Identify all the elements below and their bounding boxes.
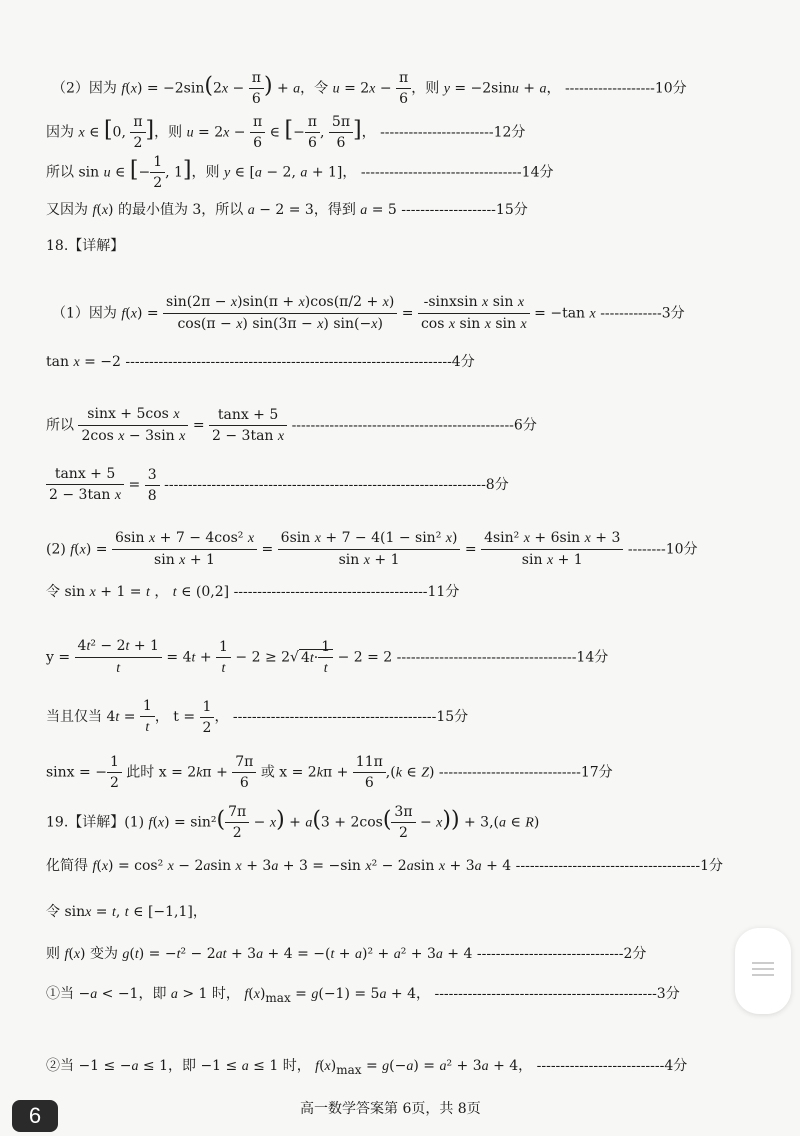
line-18-y: y = $\frac{\text{4t² − 2t + 1}}{t}$ = 4t + $\frac{1}{t}$ − 2 ≥ 2√ 4t· $\frac{1}{t}$ − 2 = 2 --------------------------------------14分 — [46, 638, 609, 676]
q18-heading: 18.【详解】 — [46, 238, 125, 254]
line-18-1: （1）因为 f(x) = $\frac{\sin(2\pi - x)\sin(\pi + x)\cos(\pi/2 + x)}{\cos(\pi - x) \sin(3\pi - x) \sin(-x)}$ = $\frac{\text{-sinxsin x sin x}}{\text{cos x sin x sin x}}$ = −tan x -------------3分 — [52, 294, 685, 332]
line-18-sub: 令 sin x + 1 = t ， t ∈ (0,2] -----------------------------------------11分 — [46, 584, 460, 600]
scroll-handle[interactable] — [735, 928, 791, 1014]
line-17-2-range: 所以 sin u ∈ [− $\frac{1}{2}$ , 1]，则 y ∈ [a − 2, a + 1]， ----------------------------------14分 — [46, 154, 554, 191]
line-19-simplify: 化简得 f(x) = cos² x − 2asin x + 3a + 3 = −sin x² − 2asin x + 3a + 4 ---------------------------------------1分 — [46, 858, 724, 874]
line-17-2-result: 又因为 f(x) 的最小值为 3，所以 a − 2 = 3，得到 a = 5 --------------------15分 — [46, 202, 528, 218]
line-18-2-f: (2) f(x) = $\frac{\text{6sin x + 7 − 4cos² x}}{\text{sin x + 1}}$ = $\frac{\text{6sin x + 7 − 4(1 − sin² x)}}{\text{sin x + 1}}$ = $\frac{\text{4sin² x + 6sin x + 3}}{\text{sin x + 1}}$ --------10分 — [46, 530, 698, 568]
page-number-badge[interactable]: 6 — [12, 1100, 58, 1132]
line-18-value: $\frac{\tan x + 5}{\text{2 − 3tan x}}$ = $\frac{3}{8}$ --------------------------------------------------------------------8分 — [46, 464, 509, 506]
line-18-tan: tan x = −2 ---------------------------------------------------------------------4分 — [46, 354, 475, 370]
page-footer: 高一数学答案第 6页，共 8页 — [300, 1101, 481, 1117]
line-19-case2: ②当 −1 ≤ −a ≤ 1，即 −1 ≤ a ≤ 1 时， $f(x)_{max} = g(-a) = a^2 + 3a + 4$， ---------------------------4分 — [46, 1058, 688, 1077]
line-17-2-intro: （2）因为 f(x) = −2sin(2x − $\frac{\pi}{6}$ ) + a，令 u = 2x − $\frac{\pi}{6}$ ，则 y = −2sinu + a， -------------------10分 — [52, 70, 687, 107]
line-19-g: 则 f(x) 变为 g(t) = −t² − 2at + 3a + 4 = −(t + a)² + a² + 3a + 4 -------------------------------2分 — [46, 946, 647, 962]
line-18-eq: 当且仅当 4t = $\frac{1}{t}$ ， t = $\frac{1}{2}$ ， -------------------------------------------15分 — [46, 698, 469, 736]
line-19-case1: ①当 −a < −1，即 a > 1 时， $f(x)_{max} = g(-1) = 5a + 4$， -----------------------------------------------3分 — [46, 986, 680, 1005]
line-19-1: 19.【详解】(1) f(x) = sin²( $\frac{7\pi}{2}$ − x) + a(3 + 2cos( $\frac{3\pi}{2}$ − x)) + 3,(a ∈ R) — [46, 804, 540, 841]
line-17-2-domain: 因为 x ∈ [0, $\frac{\pi}{2}$ ]，则 u = 2x − $\frac{\pi}{6}$ ∈ [− $\frac{\pi}{6}$ , $\frac{5\pi}{6}$ ]， ------------------------12分 — [46, 114, 526, 151]
line-18-sol: sinx = − $\frac{1}{2}$ 此时 x = 2kπ + $\frac{7\pi}{6}$ 或 x = 2kπ + $\frac{11\pi}{6}$ ,(k ∈ Z) ------------------------------17分 — [46, 754, 613, 791]
line-19-sub: 令 sinx = t, t ∈ [−1,1]， — [46, 904, 207, 920]
line-18-ratio: 所以 $\frac{\text{sinx + 5cos x}}{\text{2cos x − 3sin x}}$ = $\frac{\tan x + 5}{\text{2 − 3tan x}}$ -----------------------------------------------6分 — [46, 406, 537, 444]
